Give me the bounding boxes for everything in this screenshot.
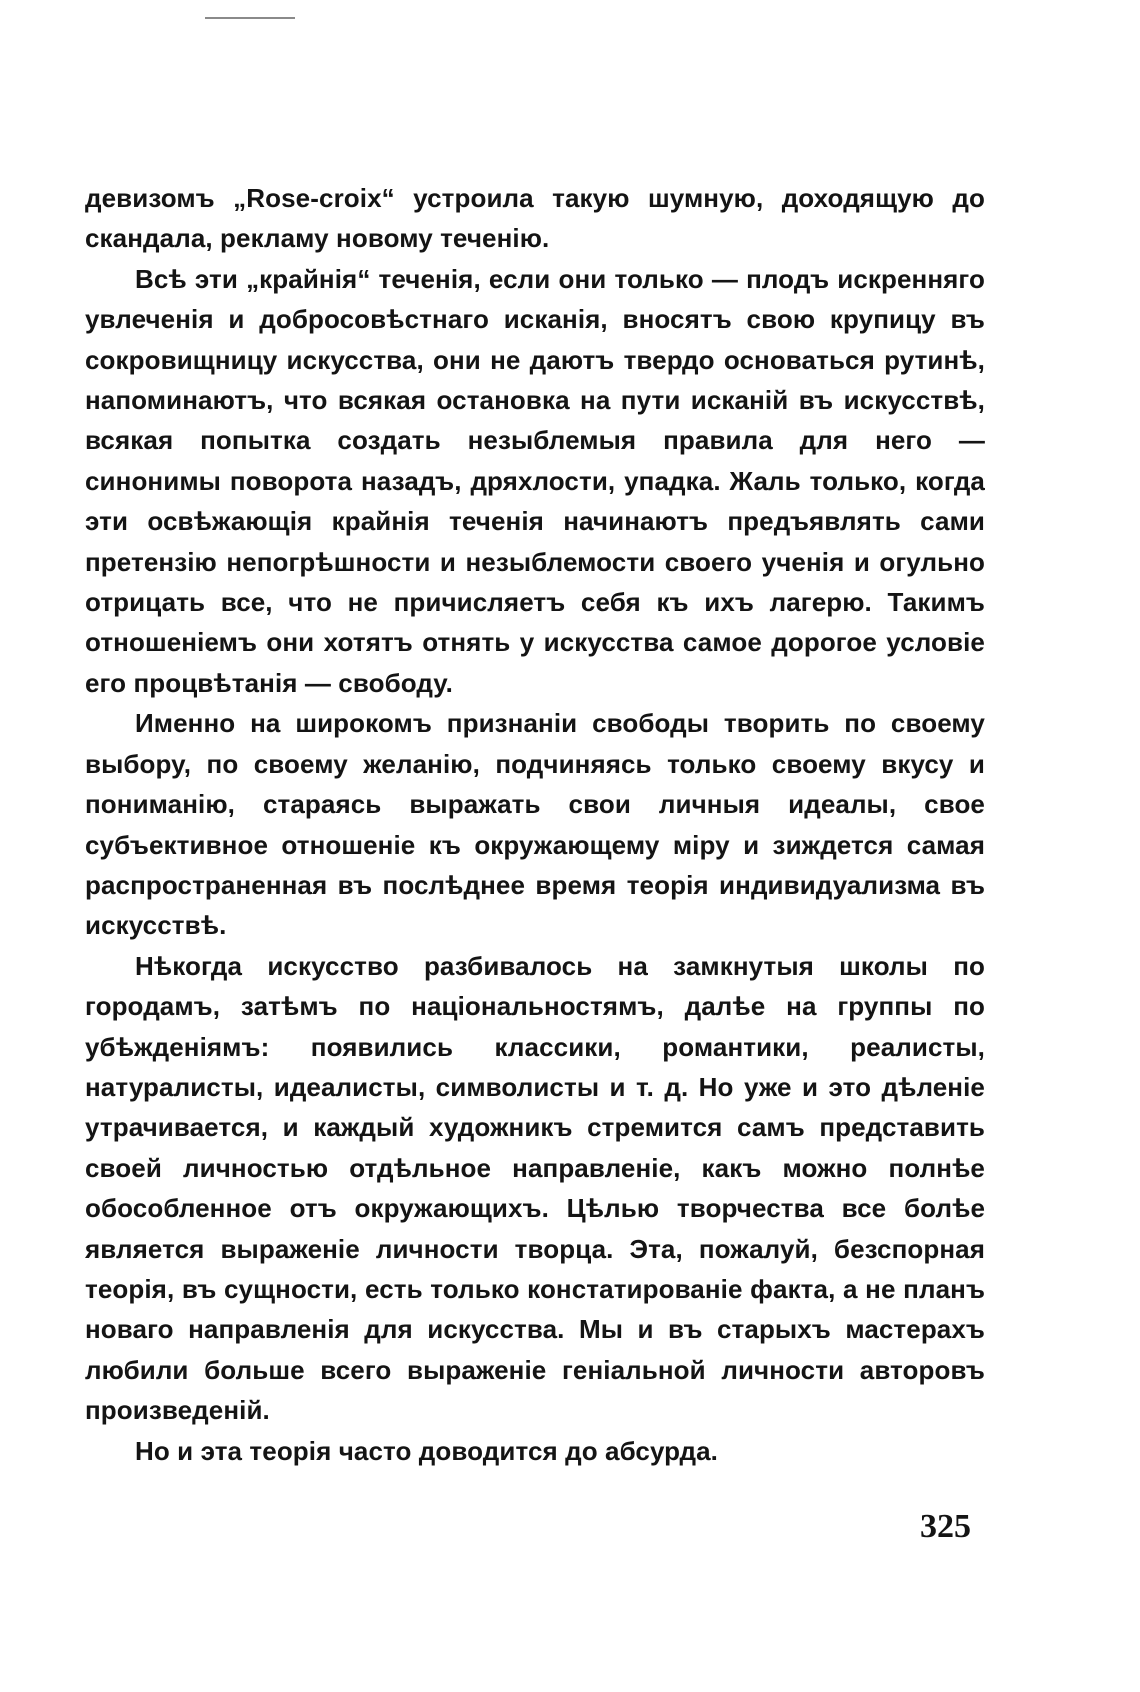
paragraph-1: девизомъ „Rose-croix“ устроила такую шумную, доходящую до скандала, рекламу новому теченію. (85, 183, 985, 254)
paragraph-4: Нѣкогда искусство разбивалось на замкнутыя школы по городамъ, затѣмъ по національностямъ, далѣе на группы по убѣжденіямъ: появились классики, романтики, реалисты, натуралисты, идеалисты, символисты и т. д. Но уже и это дѣленіе утрачивается, и каждый художникъ стремится самъ представить своей личностью отдѣльное направленіе, какъ можно полнѣе обособленное отъ окружающихъ. Цѣлью творчества все болѣе является выраженіе личности творца. Эта, пожалуй, безспорная теорія, въ сущности, есть только констатированіе факта, а не планъ новаго направленія для искусства. Мы и въ старыхъ мастерахъ любили больше всего выраженіе геніальной личности авторовъ произведеній. (85, 950, 985, 1426)
paragraph-3: Именно на широкомъ признаніи свободы творить по своему выбору, по своему желанію, подчиняясь только своему вкусу и пониманію, стараясь выражать свои личныя идеалы, свое субъективное отношеніе къ окружающему міру и зиждется самая распространенная въ послѣднее время теорія индивидуализма въ искусствѣ. (85, 708, 985, 941)
page-number: 325 (920, 1508, 971, 1545)
body-text (85, 178, 985, 1471)
paragraph-5: Но и эта теорія часто доводится до абсурда. (135, 1435, 718, 1466)
paragraph-2: Всѣ эти „крайнія“ теченія, если они только — плодъ искренняго увлеченія и добросовѣстнаго исканія, вносятъ свою крупицу въ сокровищницу искусства, они не даютъ твердо основаться рутинѣ, напоминаютъ, что всякая остановка на пути исканій въ искусствѣ, всякая попытка создать незыблемыя правила для него — синонимы поворота назадъ, дряхлости, упадка. Жаль только, когда эти освѣжающія крайнія теченія начинаютъ предъявлять сами претензію непогрѣшности и незыблемости своего ученія и огульно отрицать все, что не причисляетъ себя къ ихъ лагерю. Такимъ отношеніемъ они хотятъ отнять у искусства самое дорогое условіе его процвѣтанія — свободу. (85, 263, 985, 698)
top-rule (205, 17, 295, 19)
